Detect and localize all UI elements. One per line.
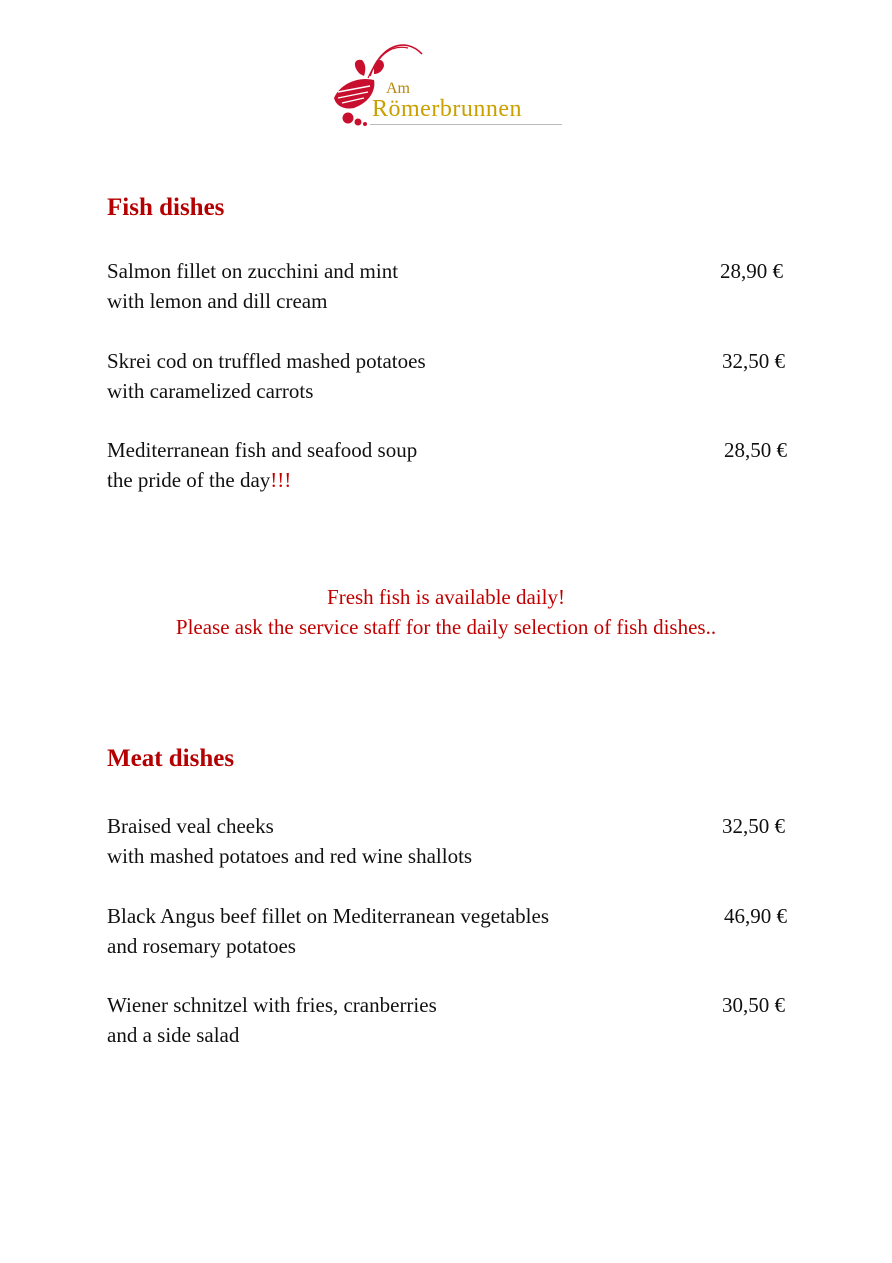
menu-item <box>107 990 807 1050</box>
dish-description: and rosemary potatoes <box>107 934 296 958</box>
service-staff-note: Please ask the service staff for the daily selection of fish dishes.. <box>175 615 717 639</box>
dish-description: with lemon and dill cream <box>107 289 328 313</box>
dish-description: with mashed potatoes and red wine shallots <box>107 844 473 868</box>
fresh-fish-note: Fresh fish is available daily! <box>327 585 565 609</box>
dish-description-text: the pride of the day <box>107 468 271 492</box>
menu-item <box>107 256 807 316</box>
dish-price: 46,90 € <box>724 904 787 928</box>
menu-item <box>107 811 807 871</box>
logo-text-name: Römerbrunnen <box>372 96 522 122</box>
dish-price: 28,90 € <box>720 259 783 283</box>
meat-section-title: Meat dishes <box>107 745 235 772</box>
menu-item <box>107 346 807 406</box>
dish-description: with caramelized carrots <box>107 379 314 403</box>
restaurant-logo <box>330 36 564 128</box>
logo-text-am: Am <box>386 80 410 97</box>
dish-name: Salmon fillet on zucchini and mint <box>107 259 399 283</box>
dish-price: 32,50 € <box>722 349 785 373</box>
dish-description: and a side salad <box>107 1023 240 1047</box>
fish-section-title: Fish dishes <box>107 194 225 221</box>
dish-name: Skrei cod on truffled mashed potatoes <box>107 349 426 373</box>
dish-emphasis: !!! <box>270 468 292 492</box>
dish-description <box>107 465 807 495</box>
menu-item <box>107 901 807 961</box>
dish-name: Braised veal cheeks <box>107 814 274 838</box>
menu-item <box>107 435 807 495</box>
dish-price: 32,50 € <box>722 814 785 838</box>
logo-underline <box>370 124 562 125</box>
dish-price: 28,50 € <box>724 438 787 462</box>
dish-name: Black Angus beef fillet on Mediterranean vegetables <box>107 904 550 928</box>
dish-price: 30,50 € <box>722 993 785 1017</box>
dish-name: Mediterranean fish and seafood soup <box>107 438 418 462</box>
dish-name: Wiener schnitzel with fries, cranberries <box>107 993 437 1017</box>
